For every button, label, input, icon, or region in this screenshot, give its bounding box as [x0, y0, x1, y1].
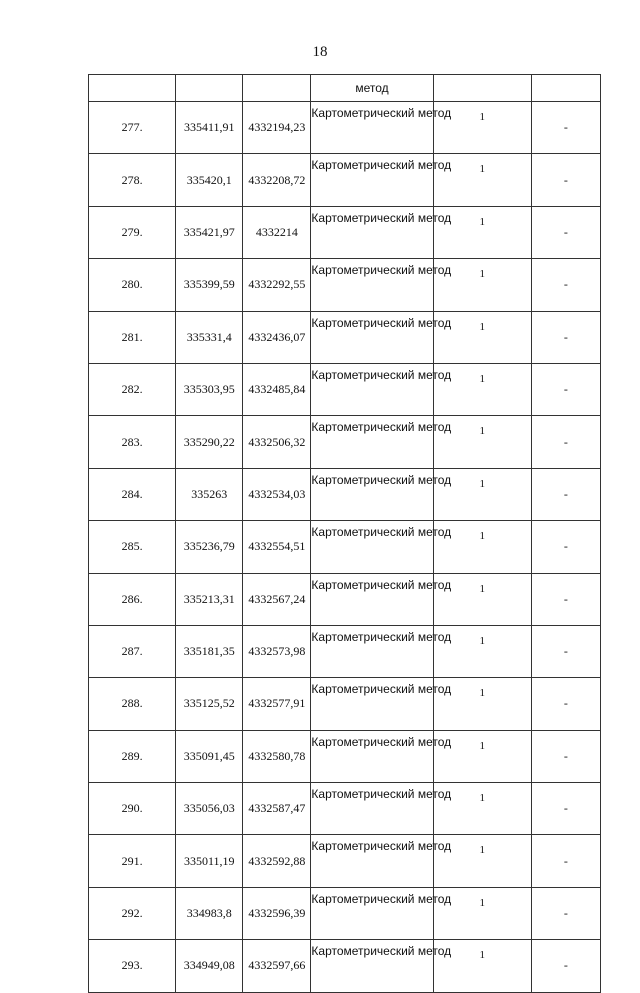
description-cell: - [531, 625, 600, 677]
y-coordinate-cell: 4332577,91 [243, 678, 311, 730]
x-coordinate-cell: 334949,08 [176, 940, 243, 992]
method-cell: Картометрический метод [311, 940, 433, 992]
point-number-cell: 292. [89, 887, 176, 939]
method-cell: Картометрический метод [311, 154, 433, 206]
x-coordinate-cell: 335331,4 [176, 311, 243, 363]
point-number-cell: 282. [89, 363, 176, 415]
method-cell: Картометрический метод [311, 783, 433, 835]
y-coordinate-cell: 4332208,72 [243, 154, 311, 206]
description-cell: - [531, 835, 600, 887]
coordinates-table [88, 74, 601, 993]
y-coordinate-cell: 4332436,07 [243, 311, 311, 363]
method-cell: Картометрический метод [311, 835, 433, 887]
table-row [89, 206, 601, 258]
accuracy-cell: 1 [433, 678, 531, 730]
accuracy-cell: 1 [433, 102, 531, 154]
method-cell: Картометрический метод [311, 573, 433, 625]
point-number-cell: 290. [89, 783, 176, 835]
method-cell: Картометрический метод [311, 206, 433, 258]
accuracy-cell: 1 [433, 835, 531, 887]
table-row [89, 259, 601, 311]
accuracy-cell: 1 [433, 311, 531, 363]
table-row [89, 573, 601, 625]
x-coordinate-cell: 335213,31 [176, 573, 243, 625]
x-coordinate-cell: 335056,03 [176, 783, 243, 835]
point-number-cell: 286. [89, 573, 176, 625]
table-row [89, 102, 601, 154]
x-coordinate-cell: 335421,97 [176, 206, 243, 258]
x-coordinate-cell: 335263 [176, 468, 243, 520]
description-cell: - [531, 573, 600, 625]
x-coordinate-cell: 335181,35 [176, 625, 243, 677]
x-coordinate-cell: 335420,1 [176, 154, 243, 206]
y-coordinate-cell: 4332292,55 [243, 259, 311, 311]
table-row [89, 468, 601, 520]
point-number-cell: 277. [89, 102, 176, 154]
table-row [89, 730, 601, 782]
description-cell: - [531, 154, 600, 206]
accuracy-cell: 1 [433, 259, 531, 311]
point-number-cell: 279. [89, 206, 176, 258]
accuracy-cell: 1 [433, 625, 531, 677]
x-coordinate-cell: 335011,19 [176, 835, 243, 887]
point-number-cell: 281. [89, 311, 176, 363]
description-cell: - [531, 102, 600, 154]
page-number: 18 [312, 44, 328, 60]
description-cell: - [531, 468, 600, 520]
accuracy-cell: 1 [433, 573, 531, 625]
x-coordinate-cell: 335303,95 [176, 363, 243, 415]
point-number-cell: 291. [89, 835, 176, 887]
y-coordinate-cell: 4332580,78 [243, 730, 311, 782]
method-cell: метод [311, 75, 433, 102]
y-coordinate-cell: 4332592,88 [243, 835, 311, 887]
description-cell: - [531, 783, 600, 835]
x-coordinate-cell: 335236,79 [176, 521, 243, 573]
x-coordinate-cell: 335399,59 [176, 259, 243, 311]
table-row [89, 416, 601, 468]
method-cell: Картометрический метод [311, 730, 433, 782]
y-coordinate-cell: 4332534,03 [243, 468, 311, 520]
accuracy-cell: 1 [433, 730, 531, 782]
y-coordinate-cell: 4332554,51 [243, 521, 311, 573]
method-cell: Картометрический метод [311, 678, 433, 730]
accuracy-cell: 1 [433, 363, 531, 415]
point-number-cell: 287. [89, 625, 176, 677]
point-number-cell: 293. [89, 940, 176, 992]
description-cell: - [531, 887, 600, 939]
y-coordinate-cell: 4332194,23 [243, 102, 311, 154]
method-cell: Картометрический метод [311, 259, 433, 311]
accuracy-cell: 1 [433, 887, 531, 939]
table-row [89, 835, 601, 887]
table-row [89, 678, 601, 730]
point-number-cell [89, 75, 176, 102]
accuracy-cell: 1 [433, 468, 531, 520]
accuracy-cell: 1 [433, 154, 531, 206]
description-cell: - [531, 206, 600, 258]
y-coordinate-cell: 4332506,32 [243, 416, 311, 468]
table-row [89, 625, 601, 677]
method-cell: Картометрический метод [311, 887, 433, 939]
y-coordinate-cell: 4332567,24 [243, 573, 311, 625]
table-row [89, 521, 601, 573]
table-row [89, 783, 601, 835]
y-coordinate-cell: 4332597,66 [243, 940, 311, 992]
method-cell: Картометрический метод [311, 521, 433, 573]
y-coordinate-cell: 4332573,98 [243, 625, 311, 677]
accuracy-cell [433, 75, 531, 102]
point-number-cell: 289. [89, 730, 176, 782]
table-body [89, 75, 601, 993]
method-cell: Картометрический метод [311, 468, 433, 520]
description-cell: - [531, 259, 600, 311]
point-number-cell: 285. [89, 521, 176, 573]
point-number-cell: 280. [89, 259, 176, 311]
y-coordinate-cell [243, 75, 311, 102]
y-coordinate-cell: 4332587,47 [243, 783, 311, 835]
table-row [89, 940, 601, 992]
x-coordinate-cell: 335411,91 [176, 102, 243, 154]
point-number-cell: 278. [89, 154, 176, 206]
description-cell: - [531, 678, 600, 730]
accuracy-cell: 1 [433, 521, 531, 573]
point-number-cell: 288. [89, 678, 176, 730]
x-coordinate-cell: 335290,22 [176, 416, 243, 468]
method-cell: Картометрический метод [311, 311, 433, 363]
method-cell: Картометрический метод [311, 363, 433, 415]
y-coordinate-cell: 4332485,84 [243, 363, 311, 415]
table-row [89, 311, 601, 363]
y-coordinate-cell: 4332596,39 [243, 887, 311, 939]
description-cell: - [531, 416, 600, 468]
description-cell: - [531, 940, 600, 992]
description-cell [531, 75, 600, 102]
table-row [89, 887, 601, 939]
point-number-cell: 283. [89, 416, 176, 468]
method-cell: Картометрический метод [311, 102, 433, 154]
method-cell: Картометрический метод [311, 416, 433, 468]
accuracy-cell: 1 [433, 206, 531, 258]
table-row [89, 363, 601, 415]
description-cell: - [531, 311, 600, 363]
x-coordinate-cell: 334983,8 [176, 887, 243, 939]
accuracy-cell: 1 [433, 783, 531, 835]
table-row [89, 154, 601, 206]
x-coordinate-cell [176, 75, 243, 102]
x-coordinate-cell: 335091,45 [176, 730, 243, 782]
accuracy-cell: 1 [433, 416, 531, 468]
description-cell: - [531, 730, 600, 782]
description-cell: - [531, 363, 600, 415]
point-number-cell: 284. [89, 468, 176, 520]
continuation-row [89, 75, 601, 102]
accuracy-cell: 1 [433, 940, 531, 992]
y-coordinate-cell: 4332214 [243, 206, 311, 258]
description-cell: - [531, 521, 600, 573]
x-coordinate-cell: 335125,52 [176, 678, 243, 730]
method-cell: Картометрический метод [311, 625, 433, 677]
